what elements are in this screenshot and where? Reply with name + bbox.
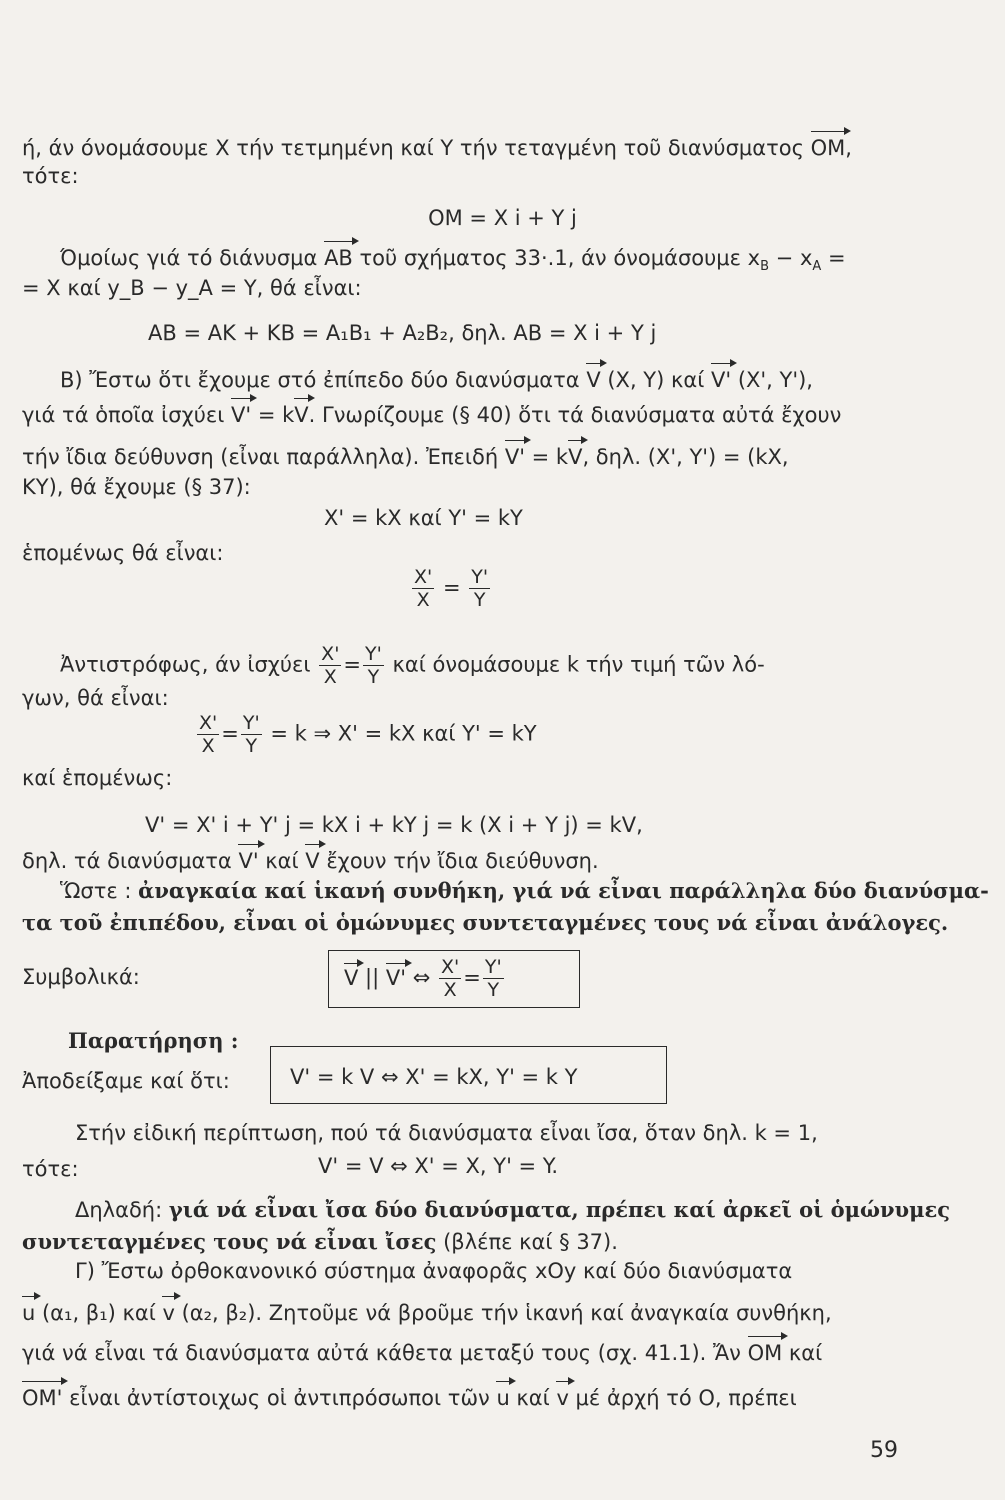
text-line: ΚΥ), θά ἔχουμε (§ 37):	[22, 475, 251, 499]
text-line: τότε:	[22, 164, 79, 188]
text-line-bold: τα τοῦ ἐπιπέδου, εἶναι οἱ ὁμώνυμες συντεταγμένες τους νά εἶναι ἀνάλογες.	[22, 910, 949, 935]
text-line: Ἀντιστρόφως, άν ἰσχύει $\frac{X'}{X}$ = $\frac{Y'}{Y}$ καί όνομάσουμε k τήν τιμή τῶν λό-	[60, 643, 765, 688]
text-line: Ὥστε : ἀναγκαία καί ἱκανή συνθήκη, γιά νά εἶναι παράλληλα δύο διανύσμα-	[60, 878, 989, 903]
text-line: τήν ἴδια δεύθυνση (εἶναι παράλληλα). Ἐπειδή V' = kV, δηλ. (X', Y') = (kX,	[22, 445, 789, 469]
text-line: Β) Ἔστω ὅτι ἔχουμε στό ἐπίπεδο δύο διανύσματα V (Χ, Υ) καί V' (X', Y'),	[60, 368, 813, 392]
text-line: Στήν εἰδική περίπτωση, πού τά διανύσματα εἶναι ἴσα, ὅταν δηλ. k = 1,	[75, 1121, 818, 1145]
text-line: καί ἑπομένως:	[22, 766, 173, 790]
text-line: συντεταγμένες τους νά εἶναι ἴσες (βλέπε καί § 37).	[22, 1229, 618, 1254]
text-line: Γ) Ἔστω ὀρθοκανονικό σύστημα ἀναφορᾶς xOy καί δύο διανύσματα	[75, 1259, 793, 1283]
text-line: γιά τά ὁποῖα ἰσχύει V' = kV. Γνωρίζουμε (§ 40) ὅτι τά διανύσματα αὐτά ἔχουν	[22, 403, 842, 427]
text-line: δηλ. τά διανύσματα V' καί V ἔχουν τήν ἴδια διεύθυνση.	[22, 849, 599, 873]
equation: V' = X' i + Y' j = kX i + kY j = k (X i + Y j) = kV,	[145, 813, 643, 837]
text-line: Δηλαδή: γιά νά εἶναι ἴσα δύο διανύσματα, πρέπει καί ἀρκεῖ οἱ ὁμώνυμες	[75, 1197, 951, 1222]
boxed-formula: V' = k V ⇔ X' = kX, Y' = k Y	[290, 1065, 578, 1089]
boxed-formula: V || V' ⇔ $\frac{X'}{X}$ = $\frac{Y'}{Y}$	[344, 956, 502, 1001]
text-line: ΟΜ' εἶναι ἀντίστοιχως οἱ ἀντιπρόσωποι τῶν u καί v μέ ἀρχή τό Ο, πρέπει	[22, 1386, 797, 1410]
text-line: Ἀποδείξαμε καί ὅτι:	[22, 1069, 230, 1093]
equation: ΟΜ = X i + Y j	[428, 206, 577, 230]
equation: V' = V ⇔ X' = X, Y' = Y.	[318, 1154, 559, 1178]
page-number: 59	[870, 1438, 898, 1463]
text-line: ή, άν όνομάσουμε Χ τήν τετμημένη καί Υ τήν τεταγμένη τοῦ διανύσματος ΟΜ,	[22, 136, 852, 160]
text-line: = Χ καί y_B − y_A = Y, θά εἶναι:	[22, 276, 362, 300]
equation: ΑΒ = ΑΚ + ΚΒ = A₁B₁ + A₂B₂, δηλ. ΑΒ = X i + Y j	[148, 321, 657, 345]
text-line: γων, θά εἶναι:	[22, 686, 169, 710]
text-line: ἑπομένως θά εἶναι:	[22, 541, 224, 565]
equation: X' = kX καί Y' = kY	[324, 506, 523, 530]
text-line: τότε:	[22, 1157, 79, 1181]
equation: $\frac{X'}{X}$ = $\frac{Y'}{Y}$ = k ⇒ X' = kX καί Y' = kY	[199, 712, 537, 757]
text-line: u (α₁, β₁) καί v (α₂, β₂). Ζητοῦμε νά βροῦμε τήν ἱκανή καί ἀναγκαία συνθήκη,	[22, 1301, 832, 1325]
fraction-equation: $\frac{X'}{X}$ = $\frac{Y'}{Y}$	[414, 566, 489, 611]
text-line: Συμβολικά:	[22, 965, 140, 989]
text-line: γιά νά εἶναι τά διανύσματα αὐτά κάθετα μεταξύ τους (σχ. 41.1). Ἄν ΟΜ καί	[22, 1341, 823, 1365]
text-line: Όμοίως γιά τό διάνυσμα ΑΒ τοῦ σχήματος 33·.1, άν όνομάσουμε $x_B - x_A$ =	[60, 246, 846, 275]
vector-om: ΟΜ	[810, 136, 846, 160]
remark-heading: Παρατήρηση :	[68, 1028, 239, 1053]
